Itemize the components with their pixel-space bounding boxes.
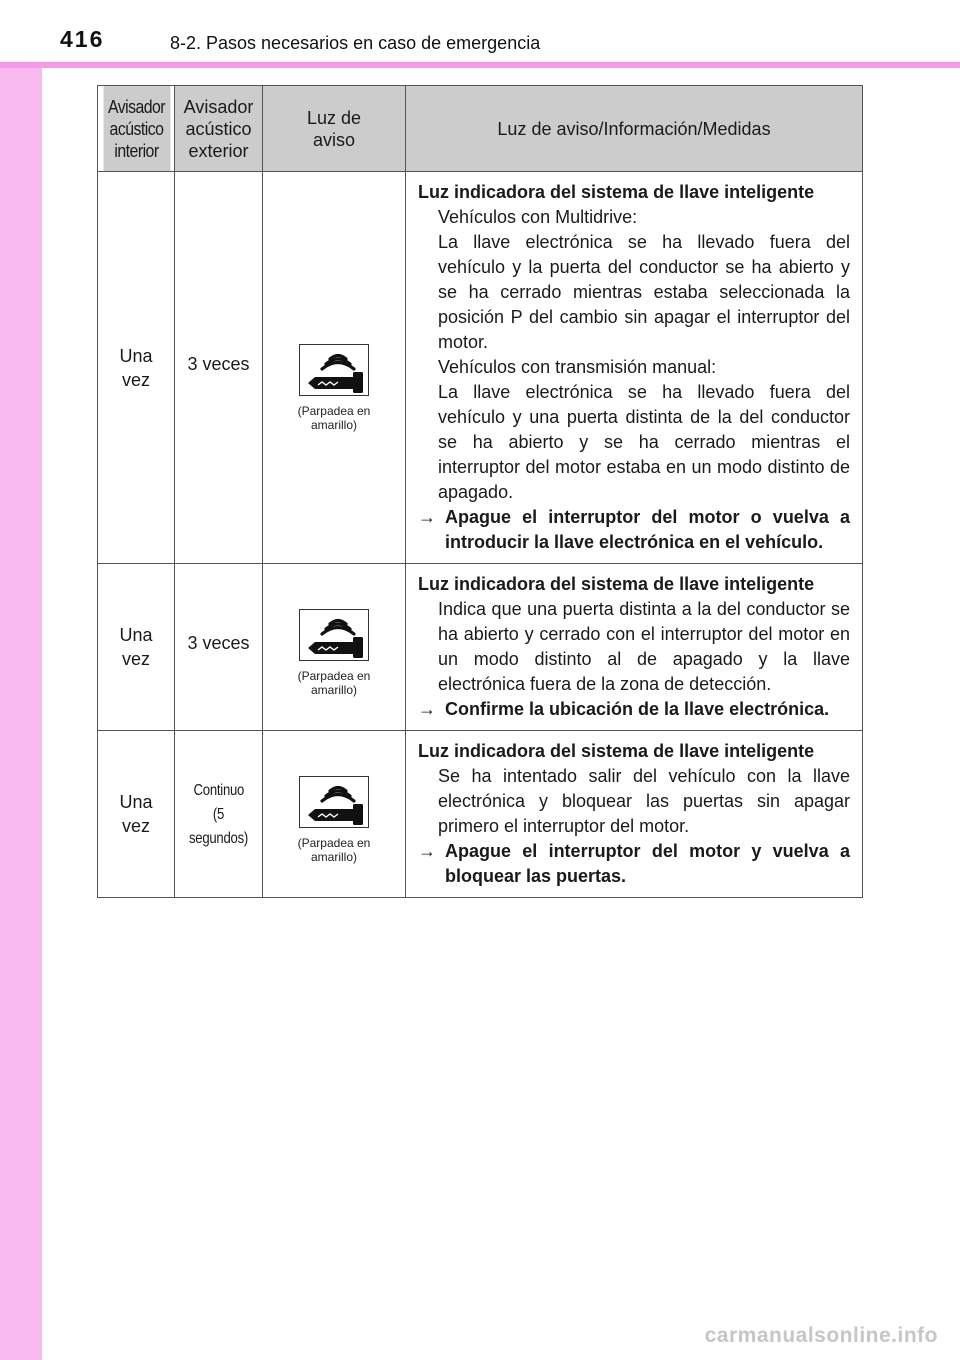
caption-text: amarillo) (310, 417, 357, 432)
info-title: Luz indicadora del sistema de llave inteligente (418, 182, 815, 202)
warning-light-cell (263, 564, 406, 731)
cell-text: Una (119, 345, 153, 366)
exterior-buzzer-cell (175, 172, 263, 564)
header-warning-light (263, 86, 406, 172)
cell-text: 3 veces (187, 353, 250, 374)
cell-text: vez (121, 649, 150, 669)
header-text: aviso (312, 129, 356, 150)
action-line (418, 839, 850, 889)
info-line: Indica que una puerta distinta a la del conductor se ha abierto y cerrado con el interruptor del motor en un modo distinto al de apagado y la llave electrónica fuera de la zona de detección. (438, 599, 850, 694)
header-text: acústico (185, 118, 252, 139)
interior-buzzer-cell (98, 564, 175, 731)
header-rule (0, 62, 960, 68)
smart-key-indicator-icon (299, 776, 369, 828)
warning-table (97, 85, 863, 898)
cell-text: 3 veces (187, 633, 250, 653)
side-color-band (0, 0, 42, 1360)
action-text: Apague el interruptor del motor o vuelva a introducir la llave electrónica en el vehículo. (445, 507, 850, 552)
caption-text: (Parpadea en (297, 403, 371, 418)
arrow-icon: → (418, 507, 436, 527)
cell-text: Una (119, 792, 153, 812)
info-line: La llave electrónica se ha llevado fuera del vehículo y la puerta del conductor se ha abierto y se ha cerrado mientras estaba seleccionada la posición P del cambio sin apagar el interruptor del motor. (438, 232, 850, 352)
warning-light-cell (263, 172, 406, 564)
arrow-icon: → (418, 699, 436, 719)
exterior-buzzer-cell (175, 564, 263, 731)
header-text: Luz de aviso/Información/Medidas (497, 118, 771, 139)
info-line: La llave electrónica se ha llevado fuera del vehículo y una puerta distinta de la del conductor se ha abierto y se ha cerrado mientras el interruptor del motor estaba en un modo distinto de apagado. (438, 382, 850, 502)
cell-text: vez (121, 816, 150, 836)
header-text: exterior (188, 140, 249, 161)
header-text: Avisador (107, 96, 165, 117)
section-title: 8-2. Pasos necesarios en caso de emergencia (170, 33, 541, 53)
info-line: Vehículos con Multidrive: (438, 207, 638, 227)
watermark: carmanualsonline.info (704, 1324, 938, 1347)
header-interior-buzzer (102, 86, 170, 172)
header-text: Avisador (183, 96, 254, 117)
action-line (418, 697, 850, 722)
info-line: Vehículos con transmisión manual: (438, 357, 717, 377)
table-row (98, 731, 863, 898)
header-text: interior (113, 140, 159, 161)
header-exterior-buzzer (175, 86, 263, 172)
table-row (98, 172, 863, 564)
caption-text: (Parpadea en (297, 669, 371, 683)
caption-text: (Parpadea en (297, 836, 371, 850)
header-text: acústico (109, 118, 163, 139)
lamp-caption (263, 404, 405, 432)
caption-text: amarillo) (310, 683, 357, 697)
action-line (418, 505, 850, 555)
smart-key-indicator-icon (299, 609, 369, 661)
lamp-caption (263, 669, 405, 697)
info-line: Se ha intentado salir del vehículo con la llave electrónica y bloquear las puertas sin apagar primero el interruptor del motor. (438, 766, 850, 836)
caption-text: amarillo) (310, 850, 357, 864)
exterior-buzzer-cell (175, 731, 263, 898)
smart-key-indicator-icon (299, 344, 369, 396)
cell-text: Una (119, 625, 153, 645)
header-info-measures (406, 86, 863, 172)
action-text: Confirme la ubicación de la llave electrónica. (445, 699, 830, 719)
table-header-row (98, 86, 863, 172)
action-text: Apague el interruptor del motor y vuelva a bloquear las puertas. (445, 841, 850, 886)
info-title: Luz indicadora del sistema de llave inteligente (418, 741, 815, 761)
table-row (98, 564, 863, 731)
interior-buzzer-cell (98, 172, 175, 564)
info-title: Luz indicadora del sistema de llave inteligente (418, 574, 815, 594)
arrow-icon: → (418, 841, 436, 861)
page-number: 416 (60, 26, 105, 52)
lamp-caption (263, 836, 405, 864)
header-text: Luz de (306, 107, 362, 128)
cell-text: Continuo (193, 782, 244, 799)
info-cell (406, 564, 863, 731)
info-cell (406, 731, 863, 898)
cell-text: vez (121, 369, 150, 390)
info-cell (406, 172, 863, 564)
warning-light-cell (263, 731, 406, 898)
interior-buzzer-cell (98, 731, 175, 898)
cell-text: (5 segundos) (188, 806, 249, 847)
